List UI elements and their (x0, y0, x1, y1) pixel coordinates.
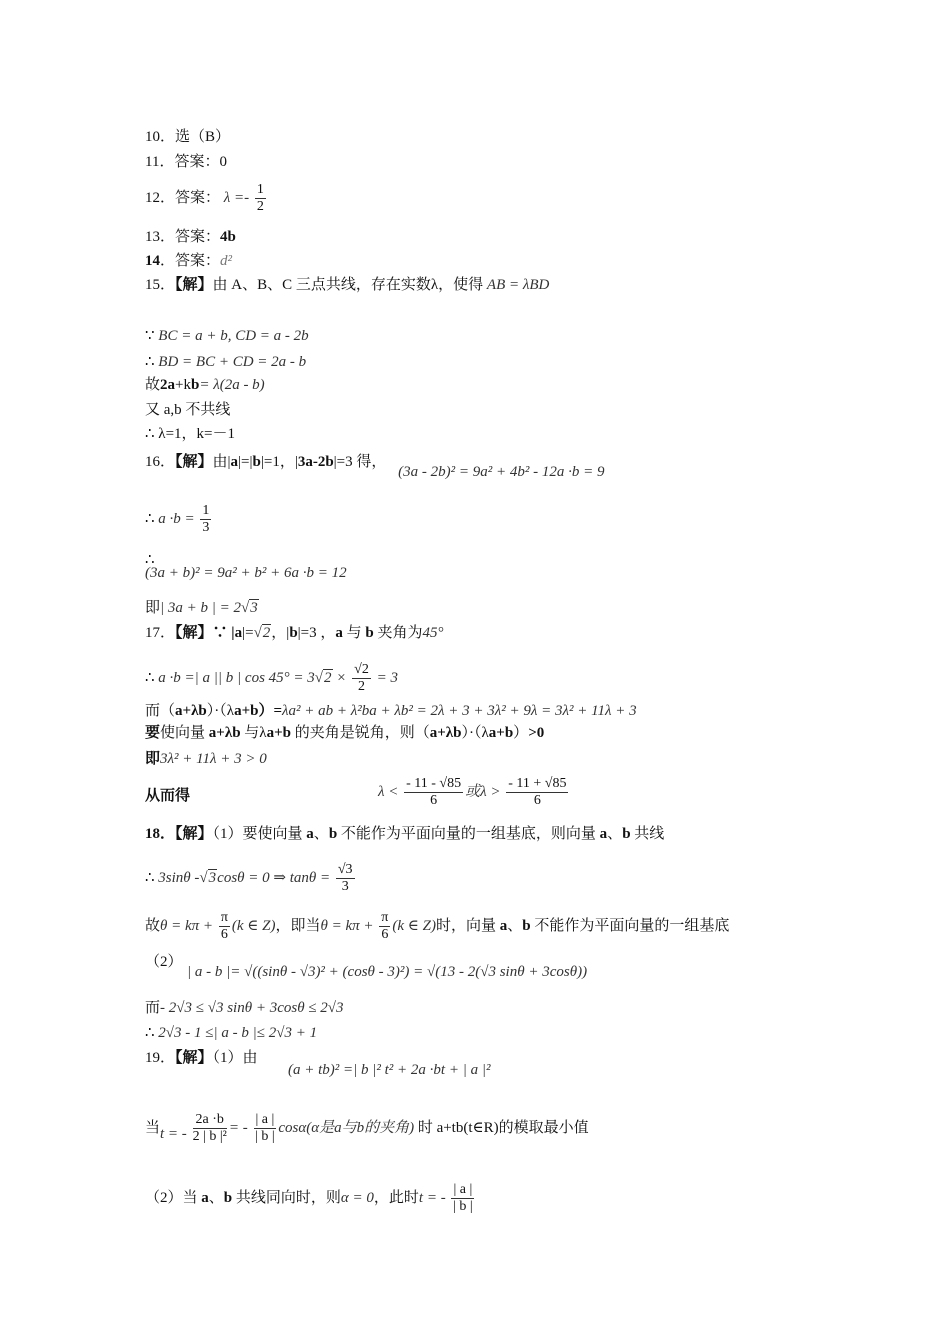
solution-19-line2-text: 时 a+tb(t∈R)的模取最小值 (417, 1119, 589, 1136)
fraction-denominator: 6 (533, 793, 541, 808)
solution-19-line2 (145, 1112, 589, 1145)
solution-18-bold: a (599, 826, 608, 842)
solution-18-line4-math: | a - b |= √((sinθ - √3)² + (cosθ - 3)²) = √(13 - 2(√3 sinθ + 3cosθ)) (187, 964, 588, 980)
solution-19-text: （1）由 (212, 1050, 258, 1066)
solution-18-line4-expr (187, 962, 587, 982)
solution-18-line3-math: (k ∈ Z) (231, 917, 276, 934)
solution-18-line3-text: 时，向量 (435, 917, 500, 934)
solution-17-line3 (145, 701, 637, 721)
solution-19-tag: 【解】 (175, 1050, 213, 1066)
solution-15-line3 (145, 352, 306, 372)
solution-16-text: 由| (212, 454, 231, 470)
solution-18-line3-bold: a (499, 917, 508, 934)
fraction-denominator: 6 (381, 927, 389, 942)
solution-16-bold: b (252, 454, 261, 470)
solution-16-math: (3a - 2b)² = 9a² + 4b² - 12a ·b = 9 (398, 464, 605, 480)
fraction-numerator: π (220, 910, 228, 925)
solution-16-line4-math: | 3a + b | = 2 (160, 600, 242, 616)
solution-19-line2-math: = - (228, 1119, 248, 1136)
solution-19-fraction-2 (254, 1112, 277, 1145)
sqrt-radicand: 3 (208, 869, 217, 886)
solution-17: 17．【解】∵ |a|=√2，|b|=3 ，a 与 b 夹角为45° (145, 625, 444, 641)
solution-17-line3-bold: a+b (234, 703, 259, 719)
sqrt-radicand: 3 (250, 600, 258, 616)
solution-18-line3-math: θ = kπ + (160, 917, 214, 934)
solution-15-line4-mid: +k (175, 377, 191, 393)
solution-18-line3 (145, 910, 729, 943)
solution-17-fraction (352, 662, 371, 695)
solution-18-line5-math: - 2√3 ≤ √3 sinθ + 3cosθ ≤ 2√3 (160, 1000, 344, 1016)
solution-15-number: 15． (145, 277, 176, 293)
solution-17-line4-bold: a+λb (429, 725, 462, 741)
solution-18-line3-math: (k ∈ Z) (392, 917, 436, 934)
solution-16 (145, 452, 605, 480)
solution-15-tag: 【解】 (175, 277, 213, 293)
solution-18-line6 (145, 1023, 317, 1043)
therefore-symbol: ∴ (145, 869, 155, 886)
solution-16-number: 16． (145, 454, 176, 470)
solution-17-line2-math: a ·b =| a || b | cos 45° = 3 (158, 669, 315, 686)
answer-11 (145, 152, 227, 172)
sqrt-radicand: 2 (324, 669, 332, 686)
solution-15-line6-text: λ=1，k=－1 (158, 426, 235, 442)
solution-18-line3-text: ，即当 (275, 917, 321, 934)
solution-15-line4-bold2: b (190, 377, 200, 393)
solution-18-line3-sep: 、 (507, 917, 523, 934)
answer-12 (145, 182, 268, 215)
fraction-numerator: | a | (255, 1112, 275, 1127)
solution-17-line3-bold: a+λb (175, 703, 207, 719)
fraction-denominator: | b | (453, 1199, 473, 1214)
therefore-symbol: ∴ (145, 1025, 155, 1041)
solution-17-bold: a (335, 625, 343, 641)
solution-16-fraction (200, 503, 211, 536)
solution-15-line2-math: BC = a + b, CD = a - 2b (158, 328, 309, 344)
solution-18-text: 不能作为平面向量的一组基底，则向量 (337, 826, 600, 842)
solution-16-text: |=| (238, 454, 253, 470)
solution-18-fraction-pi-2 (379, 910, 390, 943)
answer-10 (145, 127, 230, 147)
solution-19-line3-bold: a (201, 1189, 209, 1206)
solution-17-line4-bold: a+λb (208, 725, 241, 741)
solution-17-line4-bold: a+b (488, 725, 514, 741)
solution-18-text: （1）要使向量 (212, 826, 307, 842)
solution-19-expr (288, 1060, 490, 1080)
therefore-symbol: ∴ (145, 426, 155, 442)
solution-15-math: AB = λBD (486, 277, 550, 293)
solution-19-line3-bold: b (223, 1189, 233, 1206)
solution-15-line3-math: BD = BC + CD = 2a - b (158, 354, 307, 370)
solution-19 (145, 1048, 258, 1068)
solution-18-bold: b (622, 826, 631, 842)
solution-19-line2-math: t = - (160, 1125, 187, 1142)
answer-12-fraction (255, 182, 266, 215)
solution-15-text: 由 A、B、C 三点共线，存在实数λ，使得 (212, 277, 484, 293)
solution-18-line4-prefix: （2） (145, 954, 183, 970)
solution-17-angle: 45° (422, 625, 444, 641)
lambda-less-than: λ < (378, 783, 399, 800)
solution-17-text: 夹角为 (373, 625, 423, 641)
fraction-numerator: - 11 - √85 (406, 776, 462, 791)
answer-13-value: 4b (220, 229, 236, 245)
because-symbol: ∵ (145, 328, 155, 344)
answer-14-label: ．答案： (160, 253, 221, 269)
solution-16-tag: 【解】 (175, 454, 213, 470)
solution-17-bold: b (289, 625, 298, 641)
solution-17-text: 与 (342, 625, 366, 641)
fraction-numerator: - 11 + √85 (508, 776, 567, 791)
solution-18-line5-prefix: 而 (145, 1000, 161, 1016)
solution-18-line3-prefix: 故 (145, 917, 161, 934)
answer-14 (145, 251, 232, 271)
times-sign: × (332, 669, 347, 686)
solution-18-line3-text: 不能作为平面向量的一组基底 (530, 917, 730, 934)
solution-17-line6-math (378, 776, 570, 809)
solution-16-line3-math: (3a + b)² = 9a² + b² + 6a ·b = 12 (145, 565, 347, 581)
answer-14-math: d² (220, 253, 233, 269)
answer-11-text: 11．答案：0 (145, 154, 227, 170)
solution-18-line5 (145, 998, 344, 1018)
fraction-denominator: 2 | b |² (192, 1129, 227, 1144)
solution-17-line5-prefix: 即 (145, 751, 161, 767)
solution-18-text: 共线 (630, 826, 665, 842)
solution-15-line4 (145, 375, 265, 395)
answer-12-math: λ =- (223, 189, 250, 206)
solution-18-line2-math: 3sinθ - (158, 869, 200, 886)
solution-17-bold: a (234, 625, 243, 641)
fraction-denominator: 3 (341, 879, 349, 894)
solution-18-line4 (145, 952, 183, 972)
solution-15 (145, 275, 549, 295)
solution-17-line2: ∴ a ·b =| a || b | cos 45° = 3√2 × $\frac{√2}{2}$ = 3 (145, 662, 398, 694)
solution-18-bold: b (328, 826, 338, 842)
answer-10-text: 10．选（B） (145, 129, 231, 145)
solution-18-line3-math: θ = kπ + (320, 917, 374, 934)
lambda-greater-than: 或λ > (465, 783, 501, 800)
solution-17-text: |= (242, 625, 254, 641)
solution-18-line2: ∴ 3sinθ -√3cosθ = 0 ⇒ tanθ = $\frac{√3}{3}$ (145, 862, 353, 894)
solution-17-line5 (145, 749, 267, 769)
solution-17-line4 (145, 723, 544, 743)
solution-18-line3-bold: b (522, 917, 531, 934)
solution-18-sep: 、 (313, 826, 329, 842)
solution-18-fraction (336, 862, 355, 895)
solution-17-line4-text: ）·（λ (461, 725, 489, 741)
solution-15-line5 (145, 400, 230, 420)
solution-18-line6-math: 2√3 - 1 ≤| a - b |≤ 2√3 + 1 (158, 1025, 318, 1041)
therefore-symbol: ∴ (145, 354, 155, 370)
solution-17-tag: 【解】 (175, 625, 213, 641)
solution-19-line3-prefix: （2）当 (145, 1189, 202, 1206)
solution-17-line4-text: 的夹角是锐角，则（ (290, 725, 430, 741)
fraction-numerator: 1 (202, 503, 210, 518)
solution-16-bold: 3a-2b (297, 454, 334, 470)
solution-15-line4-prefix: 故 (145, 377, 161, 393)
solution-18-line2-math: cosθ = 0 ⇒ tanθ = (217, 869, 331, 886)
solution-15-line4-bold: 2a (160, 377, 176, 393)
solution-16-line4-prefix: 即 (145, 600, 161, 616)
solution-19-math: (a + tb)² =| b |² t² + 2a ·bt + | a |² (288, 1062, 491, 1078)
answer-12-label: 12．答案： (145, 189, 221, 206)
solution-17-line4-bold: >0 (528, 725, 545, 741)
solution-18-tag: 【解】 (175, 826, 213, 842)
solution-18-fraction-pi (219, 910, 230, 943)
solution-19-line3-math: t = - (418, 1189, 446, 1206)
solution-16-line2-math: a ·b = (158, 510, 195, 527)
answer-13-label: 13．答案： (145, 229, 221, 245)
solution-17-line3-prefix: 而（ (145, 703, 176, 719)
fraction-numerator: 1 (256, 182, 264, 197)
solution-19-line2-prefix: 当 (145, 1119, 161, 1136)
fraction-numerator: π (381, 910, 389, 925)
fraction-denominator: 6 (220, 927, 228, 942)
solution-17-line5-math: 3λ² + 11λ + 3 > 0 (160, 751, 267, 767)
solution-18-sep: 、 (607, 826, 623, 842)
solution-18 (145, 824, 664, 844)
solution-17-line4-bold: a+b (266, 725, 291, 741)
solution-15-line4-math: = λ(2a - b) (199, 377, 265, 393)
solution-15-line2 (145, 326, 309, 346)
solution-17-fraction-2 (506, 776, 568, 809)
solution-17-line4-text: ） (513, 725, 529, 741)
solution-19-line3-text: ，此时 (373, 1189, 419, 1206)
solution-18-number: 18． (145, 826, 176, 842)
solution-17-line4-prefix: 要 (145, 725, 161, 741)
therefore-symbol: ∴ (145, 510, 155, 527)
solution-17-line4-text: 使向量 (160, 725, 209, 741)
solution-16-line2 (145, 503, 213, 536)
solution-19-line3 (145, 1182, 476, 1215)
solution-17-text: ，| (271, 625, 290, 641)
fraction-numerator: √2 (354, 662, 369, 677)
fraction-numerator: | a | (453, 1182, 473, 1197)
therefore-symbol: ∴ (145, 669, 155, 686)
solution-17-line3-math: λa² + ab + λ²ba + λb² = 2λ + 3 + 3λ² + 9λ = 3λ² + 11λ + 3 (282, 703, 637, 719)
solution-17-fraction-1 (404, 776, 463, 809)
solution-17-text: |=3 ， (297, 625, 336, 641)
therefore-symbol: ∴ (145, 552, 155, 568)
solution-17-number: 17． (145, 625, 176, 641)
solution-19-line3-math: α = 0 (340, 1189, 374, 1206)
fraction-denominator: 2 (357, 679, 365, 694)
solution-16-text: |=3 得， (333, 454, 387, 470)
solution-16-bold: a (230, 454, 239, 470)
solution-16-text: |=1，| (260, 454, 298, 470)
solution-19-line3-text: 共线同向时，则 (232, 1189, 341, 1206)
answer-13 (145, 227, 236, 247)
solution-19-fraction-1 (193, 1112, 227, 1145)
solution-17-line4-text: 与λ (240, 725, 267, 741)
fraction-numerator: 2a ·b (193, 1112, 227, 1129)
solution-15-line6 (145, 424, 235, 444)
solution-16-line3-expr (145, 563, 347, 583)
solution-17-line3-end: ）= (258, 703, 283, 719)
solution-19-fraction-3 (451, 1182, 474, 1215)
solution-16-line4: 即| 3a + b | = 2√3 (145, 600, 258, 616)
solution-19-line2-math: cosα(α是a与b的夹角) (278, 1119, 415, 1136)
solution-19-line3-sep: 、 (208, 1189, 224, 1206)
solution-19-number: 19． (145, 1050, 176, 1066)
solution-17-bold: b (365, 625, 374, 641)
sqrt-radicand: 2 (262, 625, 271, 641)
fraction-denominator: 2 (256, 199, 264, 214)
answer-14-number: 14 (145, 253, 160, 269)
fraction-denominator: 3 (202, 520, 210, 535)
solution-17-line2-result: = 3 (372, 669, 398, 686)
fraction-denominator: 6 (430, 793, 438, 808)
fraction-denominator: | b | (255, 1129, 275, 1144)
solution-17-line3-mid: ）·（λ (206, 703, 235, 719)
solution-17-line6 (145, 786, 190, 806)
solution-17-text: ∵ | (212, 625, 235, 641)
fraction-numerator: √3 (337, 862, 353, 877)
solution-18-bold: a (306, 826, 314, 842)
solution-17-line6-text: 从而得 (145, 788, 191, 804)
solution-15-line5-text: 又 a,b 不共线 (145, 402, 231, 418)
